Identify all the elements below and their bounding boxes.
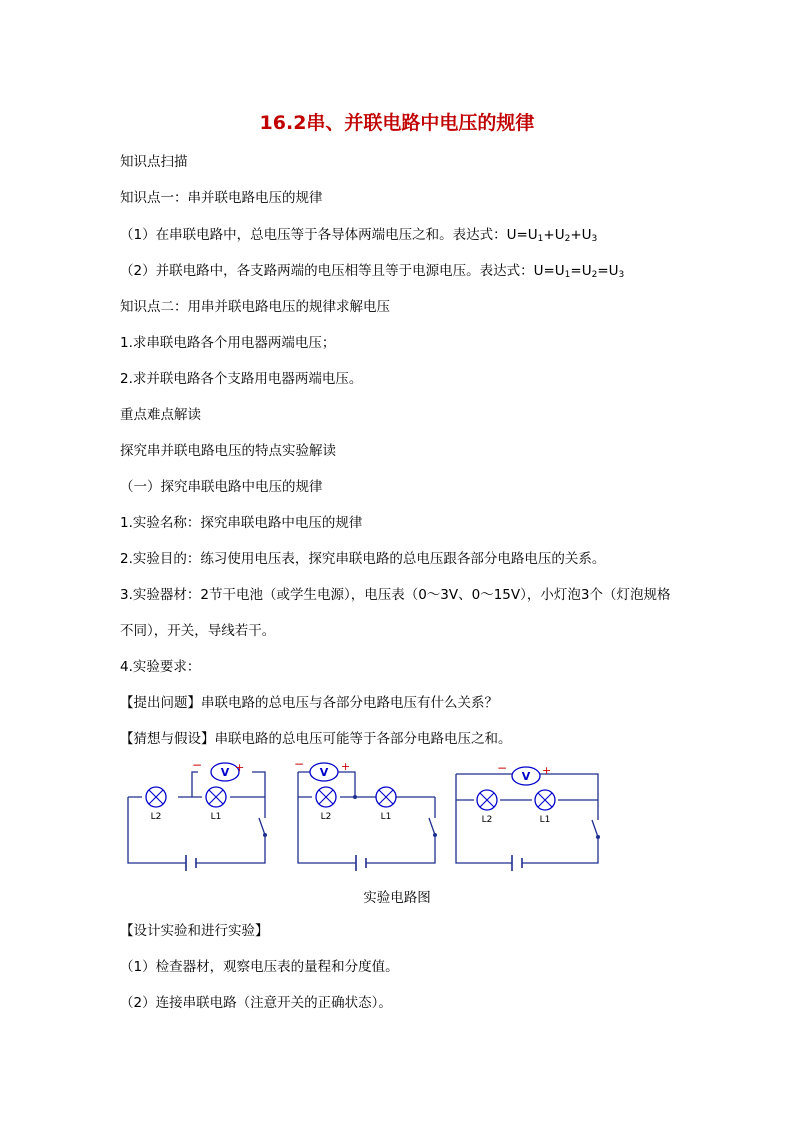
knowledge-point-1: 知识点一：串并联电路电压的规律 (120, 190, 323, 206)
series-formula: $U=U_1+U_2+U_3$ (506, 227, 598, 244)
minus-sign: − (192, 760, 203, 772)
parallel-rule (120, 262, 624, 284)
list-item: 3.实验器材：2节干电池（或学生电源），电压表（0～3V、0～15V），小灯泡3个（灯泡规格 (120, 587, 671, 603)
lamp-l1-label: L1 (210, 812, 222, 822)
page-title: 16.2串、并联电路中电压的规律 (259, 112, 535, 134)
lamp-l1 (206, 787, 226, 822)
lamp-l1-label: L1 (539, 815, 551, 825)
plus-sign: + (235, 761, 245, 774)
lamp-l1 (376, 787, 396, 822)
minus-sign: − (294, 760, 305, 771)
list-item: 1.实验名称：探究串联电路中电压的规律 (120, 515, 363, 531)
circuit-diagram-3 (450, 760, 610, 872)
parallel-rule-text: （2）并联电路中，各支路两端的电压相等且等于电源电压。表达式： (120, 263, 534, 279)
question-paragraph: 【提出问题】串联电路的总电压与各部分电路电压有什么关系？ (120, 695, 498, 711)
lamp-l2-label: L2 (150, 812, 162, 822)
list-item: 2.求并联电路各个支路用电器两端电压。 (120, 371, 363, 387)
circuit-diagram-2 (290, 760, 450, 872)
experiment-title: 探究串并联电路电压的特点实验解读 (120, 443, 336, 459)
experiment-subtitle: （一）探究串联电路中电压的规律 (120, 479, 323, 495)
list-item-continued: 不同），开关，导线若干。 (120, 623, 276, 639)
list-item: 4.实验要求： (120, 659, 201, 675)
voltmeter (294, 760, 350, 781)
step-2: （2）连接串联电路（注意开关的正确状态）。 (120, 995, 392, 1011)
list-item: 1.求串联电路各个用电器两端电压； (120, 335, 336, 351)
svg-text:V: V (521, 770, 531, 783)
section-heading: 知识点扫描 (120, 154, 188, 170)
lamp-l2-label: L2 (481, 815, 493, 825)
series-rule-text: （1）在串联电路中，总电压等于各导体两端电压之和。表达式： (120, 227, 507, 243)
circuit-diagram-1 (120, 760, 280, 872)
svg-text:V: V (319, 766, 329, 779)
lamp-l1-label: L1 (380, 812, 392, 822)
svg-text:V: V (220, 766, 230, 779)
figure-caption: 实验电路图 (363, 890, 431, 906)
voltmeter (497, 761, 551, 785)
series-rule (120, 226, 597, 248)
lamp-l2-label: L2 (320, 812, 332, 822)
hypothesis-paragraph: 【猜想与假设】串联电路的总电压可能等于各部分电路电压之和。 (120, 731, 512, 747)
lamp-l2 (477, 790, 497, 825)
knowledge-point-2: 知识点二：用串并联电路电压的规律求解电压 (120, 299, 390, 315)
minus-sign: − (497, 761, 508, 775)
list-item: 2.实验目的：练习使用电压表，探究串联电路的总电压跟各部分电路电压的关系。 (120, 551, 606, 567)
lamp-l1 (535, 790, 555, 825)
plus-sign: + (341, 760, 351, 773)
parallel-formula: $U=U_1=U_2=U_3$ (533, 263, 625, 280)
section-heading: 重点难点解读 (120, 407, 201, 423)
step-1: （1）检查器材，观察电压表的量程和分度值。 (120, 959, 399, 975)
lamp-l2 (146, 787, 166, 822)
voltmeter (192, 760, 244, 781)
plus-sign: + (542, 764, 552, 777)
lamp-l2 (316, 787, 336, 822)
experiment-design-heading: 【设计实验和进行实验】 (120, 923, 269, 939)
